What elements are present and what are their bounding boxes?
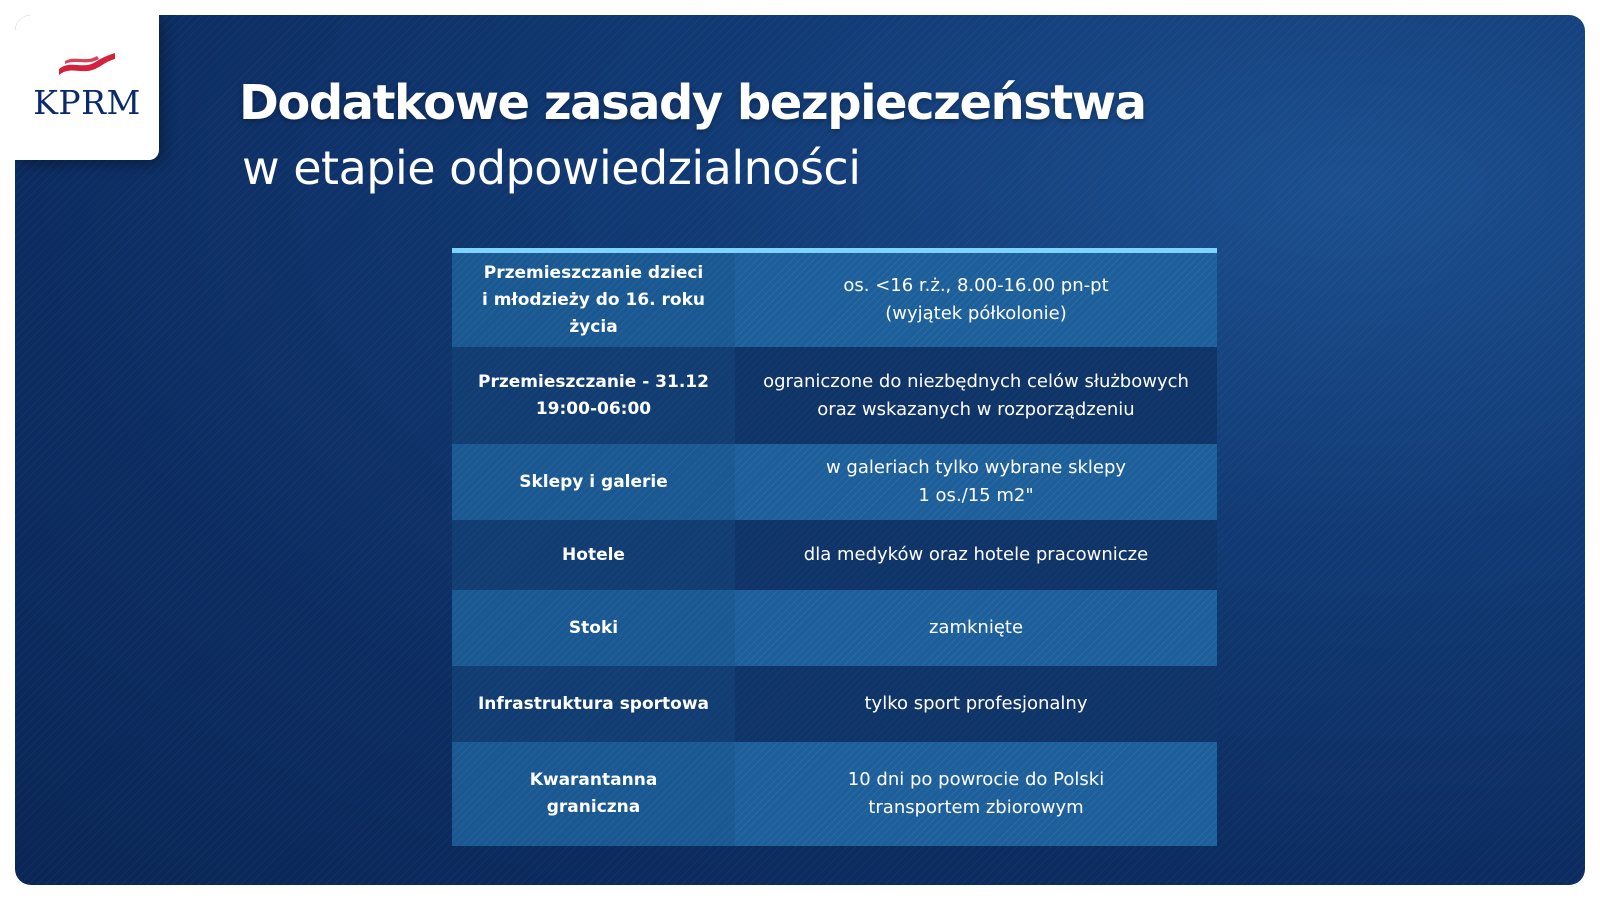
row-label: Hotele xyxy=(452,520,735,590)
table-row xyxy=(452,666,1217,742)
row-value: 10 dni po powrocie do Polski transportem zbiorowym xyxy=(735,742,1217,846)
row-label: Infrastruktura sportowa xyxy=(452,666,735,742)
page-title: Dodatkowe zasady bezpieczeństwa xyxy=(239,75,1146,131)
row-value: tylko sport profesjonalny xyxy=(735,666,1217,742)
table-row xyxy=(452,347,1217,444)
row-label: Stoki xyxy=(452,590,735,666)
row-value: ograniczone do niezbędnych celów służbowych oraz wskazanych w rozporządzeniu xyxy=(735,347,1217,444)
row-value: zamknięte xyxy=(735,590,1217,666)
row-value: os. <16 r.ż., 8.00-16.00 pn-pt (wyjątek półkolonie) xyxy=(735,253,1217,347)
table-row xyxy=(452,253,1217,347)
table-row xyxy=(452,742,1217,846)
table-row xyxy=(452,444,1217,520)
row-label: Sklepy i galerie xyxy=(452,444,735,520)
row-label: Kwarantanna graniczna xyxy=(452,742,735,846)
table-row xyxy=(452,590,1217,666)
flag-icon xyxy=(57,51,117,77)
row-value: dla medyków oraz hotele pracownicze xyxy=(735,520,1217,590)
row-label: Przemieszczanie dzieci i młodzieży do 16. roku życia xyxy=(452,253,735,347)
logo-text: KPRM xyxy=(33,83,141,122)
page-subtitle: w etapie odpowiedzialności xyxy=(242,141,861,195)
row-label: Przemieszczanie - 31.12 19:00-06:00 xyxy=(452,347,735,444)
infographic-card xyxy=(15,15,1585,885)
kprm-logo xyxy=(15,15,159,160)
table-row xyxy=(452,520,1217,590)
rules-table xyxy=(452,248,1217,846)
row-value: w galeriach tylko wybrane sklepy 1 os./15 m2" xyxy=(735,444,1217,520)
